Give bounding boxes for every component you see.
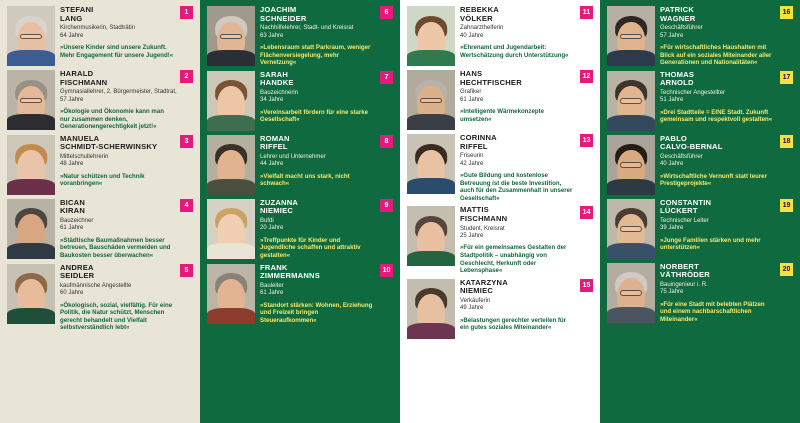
candidate-photo xyxy=(407,70,455,130)
candidate-age: 42 Jahre xyxy=(460,160,484,167)
candidate-last-name: LÜCKERT xyxy=(660,206,698,216)
candidate-card[interactable] xyxy=(407,70,593,130)
candidate-role: Kirchenmusikerin, Stadträtin xyxy=(60,25,136,32)
candidate-card[interactable] xyxy=(207,135,393,195)
candidate-last-name: VÖLKER xyxy=(460,13,493,23)
candidate-first-name: PATRICK xyxy=(660,5,695,14)
candidate-quote: »Für eine Stadt mit belebten Plätzen und einem nachbarschaftlichen Miteinander« xyxy=(660,300,765,323)
candidate-quote: »Vereinsarbeit fördern für eine starke Gesellschaft« xyxy=(260,108,369,124)
candidate-info xyxy=(55,264,193,332)
candidate-photo xyxy=(407,279,455,339)
candidate-card[interactable] xyxy=(7,70,193,131)
candidate-info xyxy=(55,70,193,131)
candidate-age: 49 Jahre xyxy=(460,305,484,312)
candidate-role: Geschäftsführer xyxy=(660,25,703,32)
candidate-portrait-art xyxy=(607,135,655,195)
candidate-info xyxy=(255,264,393,325)
candidate-last-name: NIEMIEC xyxy=(460,286,494,296)
candidate-portrait-art xyxy=(407,206,455,266)
candidate-card[interactable] xyxy=(407,6,593,66)
candidate-info xyxy=(55,135,193,195)
candidate-first-name: STEFANI xyxy=(60,5,94,14)
candidate-role: Technischer Leiter xyxy=(660,217,709,224)
candidate-quote: »Für ein gemeinsames Gestalten der Stadtpolitik – unabhängig von Geschlecht, Herkunft oder Lebensphase« xyxy=(460,244,567,275)
candidate-last-name: LANG xyxy=(60,13,83,23)
candidate-number-badge: 16 xyxy=(780,6,793,19)
candidate-number-badge: 7 xyxy=(380,71,393,84)
candidate-number-badge: 14 xyxy=(580,206,593,219)
glasses-icon xyxy=(620,226,642,231)
candidate-photo xyxy=(207,135,255,195)
candidate-card[interactable] xyxy=(407,206,593,274)
candidate-quote: »Für wirtschaftliches Haushalten mit Blick auf ein soziales Miteinander aller Generationen und Nationalitäten« xyxy=(660,44,772,67)
candidate-last-name: RIFFEL xyxy=(260,142,288,152)
candidate-first-name: ZUZANNA xyxy=(260,197,299,207)
glasses-icon xyxy=(620,34,642,39)
candidate-quote: »Standort stärken: Wohnen, Erziehung und Freizeit bringen Steueraufkommen« xyxy=(260,301,373,324)
candidate-number-badge: 2 xyxy=(180,70,193,83)
candidate-number-badge: 6 xyxy=(380,6,393,19)
candidate-card[interactable] xyxy=(607,71,793,131)
candidate-role: Friseurin xyxy=(460,153,484,160)
candidate-photo xyxy=(207,199,255,259)
candidate-age: 40 Jahre xyxy=(660,161,684,168)
candidate-quote: »Lebensraum statt Parkraum, weniger Flächenversiegelung, mehr Vernetzung« xyxy=(260,44,371,67)
candidate-role: Technischer Angestellter xyxy=(660,89,726,96)
candidate-number-badge: 10 xyxy=(380,264,393,277)
candidate-first-name: MANUELA xyxy=(60,133,100,143)
candidate-quote: »Natur schützen und Technik voranbringen« xyxy=(60,172,145,188)
candidate-last-name: ARNOLD xyxy=(660,78,694,88)
candidate-column-2 xyxy=(200,0,400,423)
candidate-role: Lehrer und Unternehmer xyxy=(260,153,326,160)
candidate-age: 64 Jahre xyxy=(60,32,84,39)
candidate-age: 44 Jahre xyxy=(260,161,284,168)
candidate-photo xyxy=(7,70,55,130)
candidate-quote: »Unsere Kinder sind unsere Zukunft. Mehr Engagement für unsere Jugend!« xyxy=(60,44,174,59)
candidate-role: Student, Kreisrat xyxy=(460,225,505,232)
candidate-role: Verkäuferin xyxy=(460,297,491,304)
candidate-portrait-art xyxy=(207,6,255,66)
candidate-quote: »Ehrenamt und Jugendarbeit: Wertschätzung durch Unterstützung« xyxy=(460,44,569,59)
candidate-portrait-art xyxy=(407,279,455,339)
candidate-age: 61 Jahre xyxy=(60,225,84,232)
candidate-number-badge: 17 xyxy=(780,71,793,84)
candidate-info xyxy=(455,134,593,202)
candidate-photo xyxy=(7,199,55,259)
candidate-age: 63 Jahre xyxy=(260,32,284,39)
candidate-last-name: SCHNEIDER xyxy=(260,13,307,23)
glasses-icon xyxy=(420,98,442,103)
candidate-first-name: HANS xyxy=(460,69,483,78)
candidate-age: 40 Jahre xyxy=(460,32,484,39)
candidate-first-name: THOMAS xyxy=(660,69,695,79)
candidate-quote: »Gute Bildung und kostenlose Betreuung ist die beste Investition, auch für den Zusammenhalt in unserer Gesellschaft« xyxy=(460,172,573,202)
candidate-role: Bauingenieur i. R. xyxy=(660,281,708,288)
candidate-first-name: CORINNA xyxy=(460,133,497,142)
candidate-card[interactable] xyxy=(207,6,393,67)
candidate-first-name: ROMAN xyxy=(260,133,290,143)
candidate-column-4 xyxy=(600,0,800,423)
candidate-card[interactable] xyxy=(7,135,193,195)
candidate-quote: »Vielfalt macht uns stark, nicht schwach« xyxy=(260,172,350,188)
candidate-card[interactable] xyxy=(607,135,793,195)
candidate-quote: »Ökologie und Ökonomie kann man nur zusammen denken, Generationengerechtigkeit jetzt!« xyxy=(60,108,164,131)
candidate-portrait-art xyxy=(607,6,655,66)
candidate-portrait-art xyxy=(607,263,655,323)
glasses-icon xyxy=(220,34,242,39)
candidate-quote: »Junge Familien stärken und mehr unterstützen« xyxy=(660,236,761,252)
candidate-role: Nachhilfelehrer, Stadt- und Kreisrat xyxy=(260,25,354,32)
candidate-quote: »Treffpunkte für Kinder und Jugendliche schaffen und attraktiv gestalten« xyxy=(260,236,361,259)
candidate-photo xyxy=(407,206,455,266)
candidate-role: Grafiker xyxy=(460,89,482,96)
candidate-portrait-art xyxy=(7,135,55,195)
candidate-role: Mittelschullehrerin xyxy=(60,153,109,160)
candidate-info xyxy=(255,199,393,260)
candidate-photo xyxy=(207,71,255,131)
candidate-photo xyxy=(407,6,455,66)
candidate-number-badge: 9 xyxy=(380,199,393,212)
candidate-last-name: VÄTHRÖDER xyxy=(660,270,710,280)
candidate-age: 51 Jahre xyxy=(660,97,684,104)
candidate-last-name: WAGNER xyxy=(660,13,696,23)
candidate-photo xyxy=(607,263,655,323)
candidate-number-badge: 18 xyxy=(780,135,793,148)
candidate-last-name: FISCHMANN xyxy=(460,213,508,223)
candidate-role: Geschäftsführer xyxy=(660,153,703,160)
candidate-portrait-art xyxy=(607,199,655,259)
candidate-info xyxy=(455,6,593,66)
candidate-first-name: CONSTANTIN xyxy=(660,197,712,207)
candidate-number-badge: 11 xyxy=(580,6,593,19)
candidate-first-name: NORBERT xyxy=(660,261,699,271)
candidate-quote: »Städtische Baumaßnahmen besser betreuen, Bauschäden vermeiden und Baukosten besser überwachen« xyxy=(60,236,171,259)
candidate-last-name: CALVO-BERNAL xyxy=(660,142,723,152)
candidate-last-name: SEIDLER xyxy=(60,271,95,281)
candidate-last-name: HANDKE xyxy=(260,78,294,88)
candidate-column-1 xyxy=(0,0,200,423)
candidate-card[interactable] xyxy=(7,264,193,332)
candidate-role: Bauzeichnerin xyxy=(260,89,299,96)
candidate-card[interactable] xyxy=(407,279,593,339)
candidate-portrait-art xyxy=(207,264,255,324)
candidate-quote: »Drei Stadtteile = EINE Stadt. Zukunft gemeinsam und respektvoll gestalten« xyxy=(660,108,773,124)
candidate-number-badge: 3 xyxy=(180,135,193,148)
candidate-info xyxy=(655,135,793,195)
candidate-photo xyxy=(7,264,55,324)
candidate-info xyxy=(255,6,393,67)
candidate-photo xyxy=(7,135,55,195)
candidate-portrait-art xyxy=(207,199,255,259)
candidate-age: 48 Jahre xyxy=(60,161,84,168)
candidate-card[interactable] xyxy=(207,264,393,325)
candidate-card[interactable] xyxy=(607,199,793,259)
candidate-first-name: MATTIS xyxy=(460,205,489,215)
candidate-age: 61 Jahre xyxy=(460,96,484,103)
candidate-info xyxy=(655,199,793,259)
candidate-first-name: KATARZYNA xyxy=(460,277,508,287)
candidate-role: Bauleiter xyxy=(260,282,284,289)
candidate-info xyxy=(455,206,593,274)
candidate-info xyxy=(255,71,393,131)
candidate-number-badge: 4 xyxy=(180,199,193,212)
candidate-age: 34 Jahre xyxy=(260,97,284,104)
candidate-portrait-art xyxy=(7,6,55,66)
candidate-number-badge: 8 xyxy=(380,135,393,148)
candidate-first-name: ANDREA xyxy=(60,262,94,272)
glasses-icon xyxy=(20,34,42,39)
candidate-first-name: JOACHIM xyxy=(260,5,297,14)
candidate-last-name: KIRAN xyxy=(60,206,86,216)
glasses-icon xyxy=(620,98,642,103)
candidate-portrait-art xyxy=(607,71,655,131)
candidate-photo xyxy=(7,6,55,66)
candidate-card[interactable] xyxy=(407,134,593,202)
candidate-info xyxy=(655,71,793,131)
glasses-icon xyxy=(620,162,642,167)
candidate-info xyxy=(455,279,593,339)
candidate-quote: »Belastungen gerechter verteilen für ein gutes soziales Miteinander« xyxy=(460,316,566,332)
candidate-card[interactable] xyxy=(207,199,393,260)
candidate-role: Bauzeichner xyxy=(60,217,94,224)
candidate-portrait-art xyxy=(207,135,255,195)
candidate-photo xyxy=(207,264,255,324)
candidate-photo xyxy=(607,199,655,259)
candidate-last-name: NIEMIEC xyxy=(260,206,294,216)
candidate-role: Zahnarzthelferin xyxy=(460,25,504,32)
candidate-portrait-art xyxy=(407,70,455,130)
candidate-info xyxy=(55,199,193,260)
candidate-last-name: HECHTFISCHER xyxy=(460,77,522,87)
candidate-last-name: ZIMMERMANNS xyxy=(260,271,320,281)
candidate-number-badge: 12 xyxy=(580,70,593,83)
candidate-portrait-art xyxy=(7,70,55,130)
candidate-last-name: FISCHMANN xyxy=(60,77,108,87)
candidate-quote: »Intelligente Wärmekonzepte umsetzen« xyxy=(460,108,544,123)
candidate-role: kaufmännische Angestellte xyxy=(60,282,132,289)
candidate-info xyxy=(655,6,793,67)
candidate-age: 39 Jahre xyxy=(660,225,684,232)
candidate-card[interactable] xyxy=(607,263,793,324)
candidate-first-name: SARAH xyxy=(260,69,289,79)
candidate-info xyxy=(255,135,393,195)
candidate-photo xyxy=(607,71,655,131)
candidate-info xyxy=(55,6,193,66)
candidate-photo xyxy=(207,6,255,66)
candidate-first-name: HARALD xyxy=(60,69,94,78)
candidate-number-badge: 15 xyxy=(580,279,593,292)
candidate-card[interactable] xyxy=(207,71,393,131)
candidate-age: 75 Jahre xyxy=(660,289,684,296)
candidate-portrait-art xyxy=(207,71,255,131)
candidate-photo xyxy=(407,134,455,194)
candidate-age: 25 Jahre xyxy=(460,232,484,239)
candidate-first-name: PABLO xyxy=(660,133,688,143)
candidate-quote: »Wirtschaftliche Vernunft statt teurer Prestigeprojekte« xyxy=(660,172,767,188)
candidate-card[interactable] xyxy=(7,6,193,66)
candidate-number-badge: 5 xyxy=(180,264,193,277)
glasses-icon xyxy=(20,98,42,103)
candidate-quote: »Ökologisch, sozial, vielfältig. Für eine Politik, die Natur schützt, Menschen gerecht behandelt und Vielfalt selbstverständlich lebt« xyxy=(60,301,173,332)
candidate-role: Gymnasiallehrer, 2. Bürgermeister, Stadtrat, 57 Jahre xyxy=(60,89,177,103)
candidate-photo xyxy=(607,135,655,195)
candidate-last-name: RIFFEL xyxy=(460,141,488,151)
candidate-info xyxy=(455,70,593,130)
candidate-card[interactable] xyxy=(607,6,793,67)
candidate-role: Bufdi xyxy=(260,217,274,224)
candidate-last-name: SCHMIDT-SCHERWINSKY xyxy=(60,142,158,152)
candidate-number-badge: 19 xyxy=(780,199,793,212)
candidate-first-name: FRANK xyxy=(260,262,288,272)
candidate-column-3 xyxy=(400,0,600,423)
candidate-number-badge: 20 xyxy=(780,263,793,276)
candidate-card[interactable] xyxy=(7,199,193,260)
glasses-icon xyxy=(620,290,642,295)
candidate-age: 57 Jahre xyxy=(660,32,684,39)
candidate-portrait-art xyxy=(7,199,55,259)
candidate-photo xyxy=(607,6,655,66)
candidate-first-name: REBEKKA xyxy=(460,5,499,14)
candidate-portrait-art xyxy=(407,134,455,194)
candidate-portrait-art xyxy=(7,264,55,324)
candidate-number-badge: 1 xyxy=(180,6,193,19)
candidate-age: 61 Jahre xyxy=(260,290,284,297)
candidate-info xyxy=(655,263,793,324)
candidate-age: 20 Jahre xyxy=(260,225,284,232)
candidate-number-badge: 13 xyxy=(580,134,593,147)
candidate-portrait-art xyxy=(407,6,455,66)
candidate-first-name: BICAN xyxy=(60,197,86,207)
candidate-age: 60 Jahre xyxy=(60,290,84,297)
